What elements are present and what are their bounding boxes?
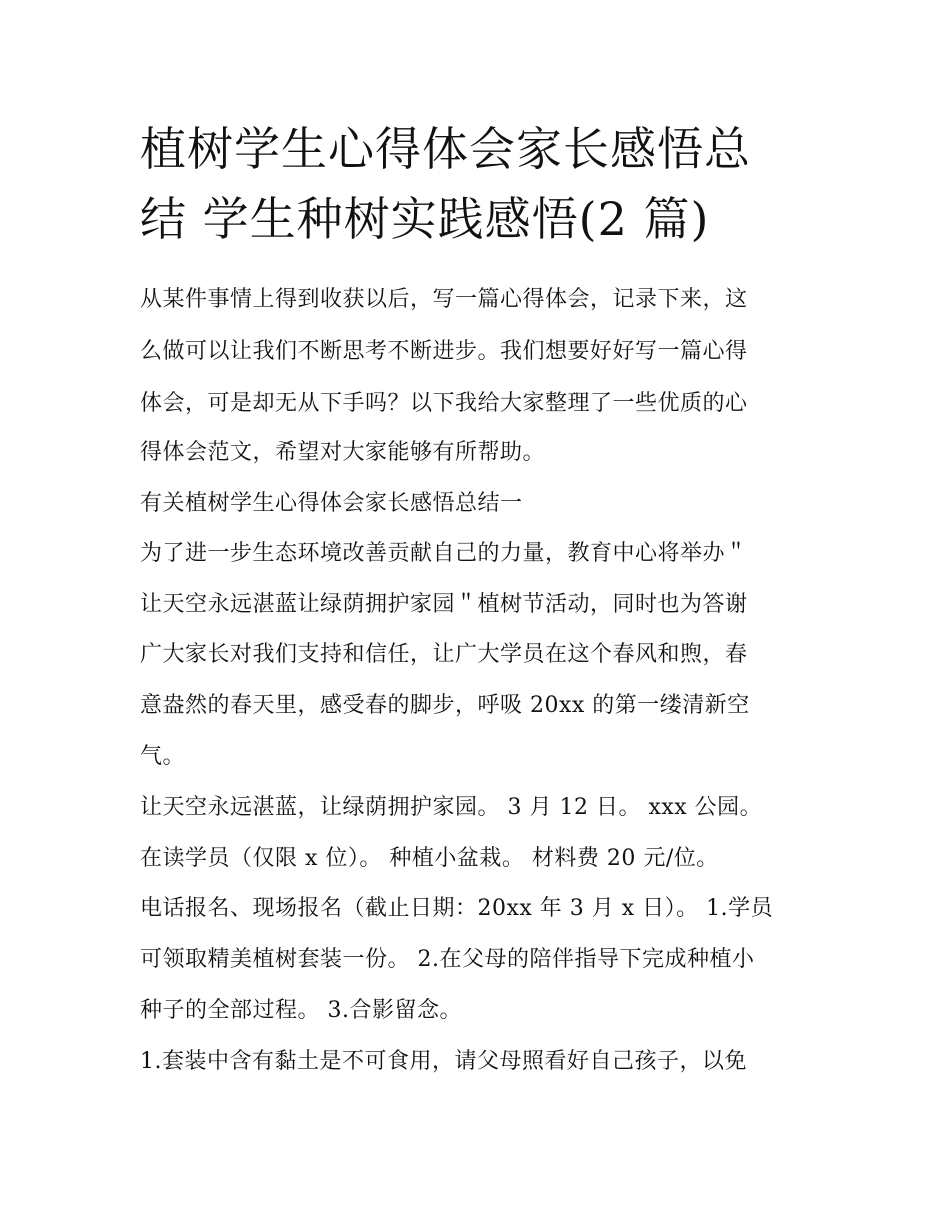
document-title [140, 114, 820, 254]
body-line-12: 在读学员（仅限 x 位）。 种植小盆栽。 材料费 20 元/位。 [140, 846, 719, 871]
body-line-1: 从某件事情上得到收获以后，写一篇心得体会，记录下来，这 [140, 287, 748, 312]
body-line-7: 让天空永远湛蓝让绿荫拥护家园＂植树节活动，同时也为答谢 [140, 592, 748, 617]
body-line-6: 为了进一步生态环境改善贡献自己的力量，教育中心将举办＂ [140, 541, 748, 566]
body-line-3: 体会，可是却无从下手吗？以下我给大家整理了一些优质的心 [140, 391, 748, 416]
body-line-13: 电话报名、现场报名（截止日期：20xx 年 3 月 x 日）。 1.学员 [140, 896, 774, 921]
body-line-10: 气。 [140, 744, 186, 769]
body-line-14: 可领取精美植树套装一份。 2.在父母的陪伴指导下完成种植小 [140, 947, 755, 972]
body-line-15: 种子的全部过程。 3.合影留念。 [140, 998, 462, 1023]
body-line-2: 么做可以让我们不断思考不断进步。我们想要好好写一篇心得 [140, 339, 748, 364]
body-line-16: 1.套装中含有黏土是不可食用，请父母照看好自己孩子，以免 [140, 1049, 747, 1074]
body-line-9: 意盎然的春天里，感受春的脚步，呼吸 20xx 的第一缕清新空 [140, 693, 750, 718]
body-line-8: 广大家长对我们支持和信任，让广大学员在这个春风和煦，春 [140, 642, 748, 667]
body-line-11: 让天空永远湛蓝，让绿荫拥护家园。 3 月 12 日。 xxx 公园。 [140, 795, 763, 820]
title-line-1: 植树学生心得体会家长感悟总 [140, 122, 751, 176]
section-heading: 有关植树学生心得体会家长感悟总结一 [140, 491, 523, 516]
body-line-4: 得体会范文，希望对大家能够有所帮助。 [140, 440, 546, 465]
title-line-2: 结 学生种树实践感悟(2 篇) [140, 192, 710, 246]
